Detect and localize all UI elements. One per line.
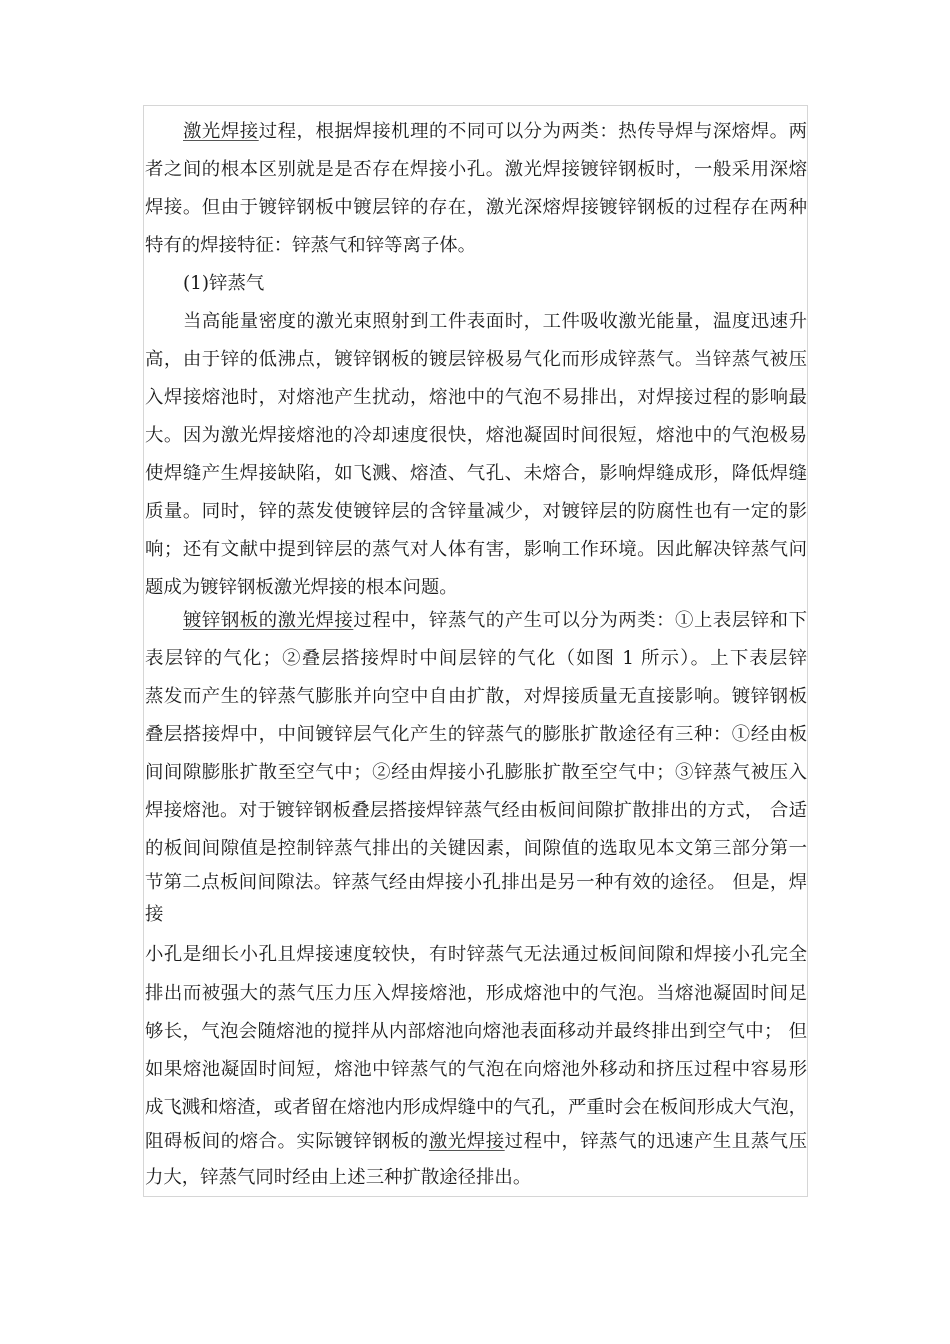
paragraph-4-line-4: 如果熔池凝固时间短，熔池中锌蒸气的气泡在向熔池外移动和挤压过程中容易形 xyxy=(145,1059,807,1080)
paragraph-2-line-2: 高，由于锌的低沸点，镀锌钢板的镀层锌极易气化而形成锌蒸气。当锌蒸气被压 xyxy=(145,349,807,370)
paragraph-3-line-8: 节第二点板间间隙法。锌蒸气经由焊接小孔排出是另一种有效的途径。 但是，焊 xyxy=(145,872,807,893)
paragraph-1-line-1 xyxy=(183,113,807,150)
galvanized-steel-laser-welding-link[interactable]: 镀锌钢板的激光焊接 xyxy=(183,610,354,631)
section-heading: (1)锌蒸气 xyxy=(183,273,265,294)
paragraph-3-line-2: 表层锌的气化；②叠层搭接焊时中间层锌的气化（如图 1 所示）。上下表层锌 xyxy=(145,648,807,669)
paragraph-4-line-6-post: 过程中，锌蒸气的迅速产生且蒸气压 xyxy=(504,1131,807,1152)
paragraph-2-line-6: 质量。同时，锌的蒸发使镀锌层的含锌量减少，对镀锌层的防腐性也有一定的影 xyxy=(145,501,807,522)
paragraph-4-line-3: 够长，气泡会随熔池的搅拌从内部熔池向熔池表面移动并最终排出到空气中； 但 xyxy=(145,1021,807,1042)
paragraph-2-line-8: 题成为镀锌钢板激光焊接的根本问题。 xyxy=(145,577,458,598)
paragraph-3-line-9: 接 xyxy=(145,904,164,925)
paragraph-4-line-6 xyxy=(145,1123,807,1160)
laser-welding-link[interactable]: 激光焊接 xyxy=(183,121,259,142)
paragraph-4-line-5: 成飞溅和熔渣，或者留在熔池内形成焊缝中的气孔，严重时会在板间形成大气泡， xyxy=(145,1097,807,1118)
paragraph-1-line-2: 者之间的根本区别就是是否存在焊接小孔。激光焊接镀锌钢板时，一般采用深熔 xyxy=(145,159,807,180)
paragraph-2-line-5: 使焊缝产生焊接缺陷，如飞溅、熔渣、气孔、未熔合，影响焊缝成形，降低焊缝 xyxy=(145,463,807,484)
paragraph-3-line-5: 间间隙膨胀扩散至空气中；②经由焊接小孔膨胀扩散至空气中；③锌蒸气被压入 xyxy=(145,762,807,783)
paragraph-3-line-1 xyxy=(183,602,807,639)
paragraph-2-line-7: 响；还有文献中提到锌层的蒸气对人体有害，影响工作环境。因此解决锌蒸气问 xyxy=(145,539,807,560)
paragraph-2-line-3: 入焊接熔池时，对熔池产生扰动，熔池中的气泡不易排出，对焊接过程的影响最 xyxy=(145,387,807,408)
paragraph-3-line-3: 蒸发而产生的锌蒸气膨胀并向空中自由扩散，对焊接质量无直接影响。镀锌钢板 xyxy=(145,686,807,707)
paragraph-3-line-7: 的板间间隙值是控制锌蒸气排出的关键因素，间隙值的选取见本文第三部分第一 xyxy=(145,838,807,859)
paragraph-4-line-6-pre: 阻碍板间的熔合。实际镀锌钢板的 xyxy=(145,1131,429,1152)
paragraph-3-line-1-text: 过程中，锌蒸气的产生可以分为两类：①上表层锌和下 xyxy=(353,610,807,631)
paragraph-1-line-4: 特有的焊接特征：锌蒸气和锌等离子体。 xyxy=(145,235,477,256)
paragraph-3-line-6: 焊接熔池。对于镀锌钢板叠层搭接焊锌蒸气经由板间间隙扩散排出的方式， 合适 xyxy=(145,800,807,821)
paragraph-3-line-4: 叠层搭接焊中，中间镀锌层气化产生的锌蒸气的膨胀扩散途径有三种：①经由板 xyxy=(145,724,807,745)
paragraph-4-line-2: 排出而被强大的蒸气压力压入焊接熔池，形成熔池中的气泡。当熔池凝固时间足 xyxy=(145,983,807,1004)
paragraph-4-line-7: 力大，锌蒸气同时经由上述三种扩散途径排出。 xyxy=(145,1167,532,1188)
laser-welding-link-2[interactable]: 激光焊接 xyxy=(428,1131,505,1152)
paragraph-2-line-1: 当高能量密度的激光束照射到工件表面时，工件吸收激光能量，温度迅速升 xyxy=(183,311,807,332)
paragraph-2-line-4: 大。因为激光焊接熔池的冷却速度很快，熔池凝固时间很短，熔池中的气泡极易 xyxy=(145,425,807,446)
paragraph-1-line-1-text: 过程，根据焊接机理的不同可以分为两类：热传导焊与深熔焊。两 xyxy=(258,121,807,142)
paragraph-1-line-3: 焊接。但由于镀锌钢板中镀层锌的存在，激光深熔焊接镀锌钢板的过程存在两种 xyxy=(145,197,807,218)
paragraph-4-line-1: 小孔是细长小孔且焊接速度较快，有时锌蒸气无法通过板间间隙和焊接小孔完全 xyxy=(145,944,807,965)
